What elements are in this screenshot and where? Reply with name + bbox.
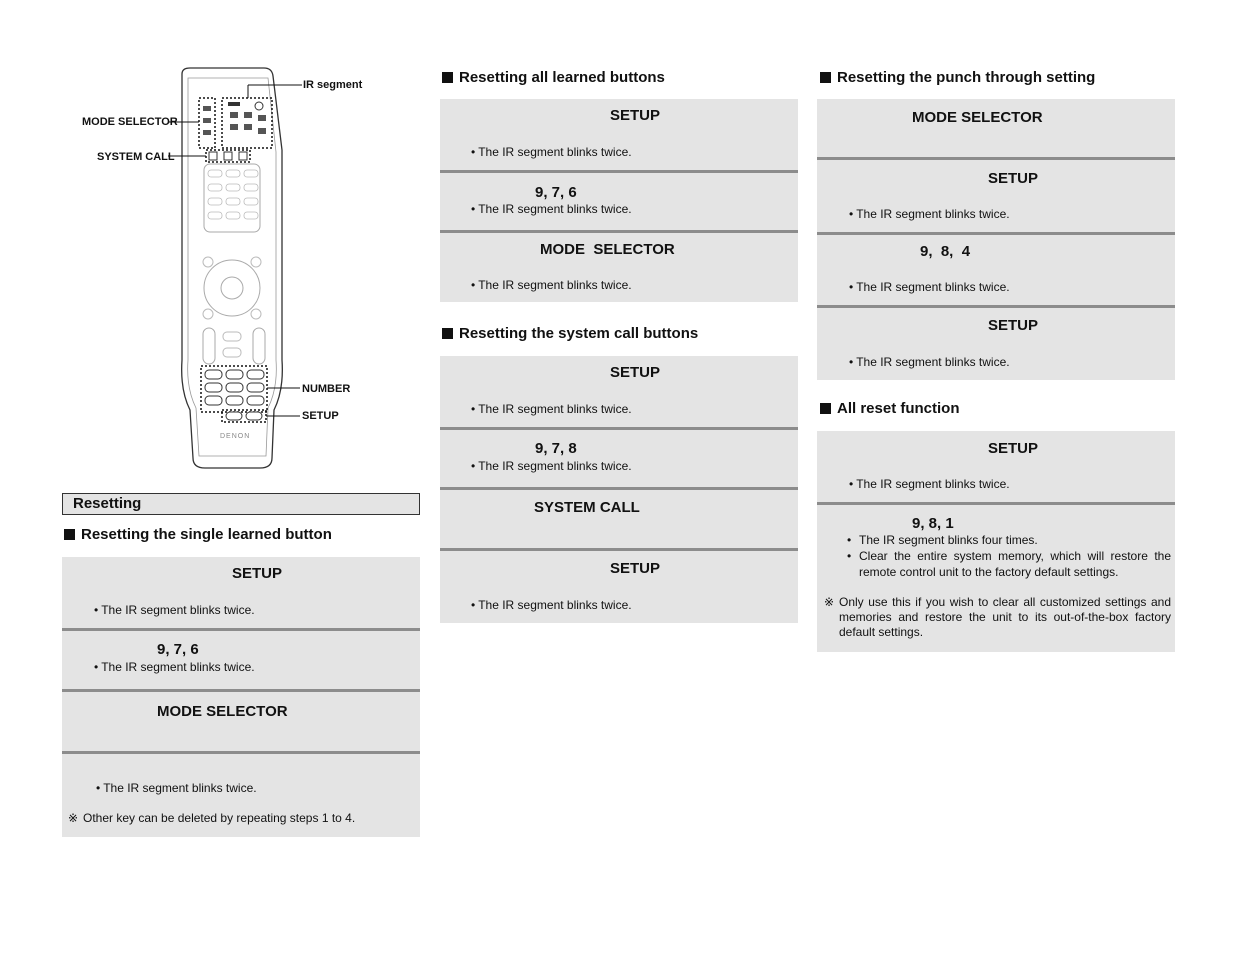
step-box <box>440 427 798 487</box>
step-note: • Clear the entire system memory, which will restore the remote control unit to the factory default settings. <box>847 549 1171 579</box>
step-note: • The IR segment blinks twice. <box>471 145 632 159</box>
section-title-text: All reset function <box>837 400 960 417</box>
step-label: SETUP <box>610 560 661 577</box>
step-note-text: Clear the entire system memory, which will restore the remote control unit to the factory default settings. <box>859 549 1171 579</box>
square-bullet-icon <box>64 529 75 540</box>
step-note: • The IR segment blinks twice. <box>849 355 1010 369</box>
step-note: • The IR segment blinks twice. <box>849 207 1010 221</box>
section-title-text: Resetting the system call buttons <box>459 325 699 342</box>
step-box <box>62 689 420 751</box>
step-label: MODE SELECTOR <box>157 703 288 720</box>
square-bullet-icon <box>820 403 831 414</box>
step-box <box>440 487 798 549</box>
step-box <box>817 232 1175 305</box>
section-title-system-call <box>442 325 698 342</box>
step-label: SETUP <box>988 170 1039 187</box>
step-box <box>440 170 798 230</box>
callout-system-call: SYSTEM CALL <box>97 151 175 163</box>
square-bullet-icon <box>442 72 453 83</box>
step-label: 9, 8, 4 <box>920 243 971 260</box>
step-note: • The IR segment blinks twice. <box>471 402 632 416</box>
step-note-list <box>847 532 1171 580</box>
square-bullet-icon <box>442 328 453 339</box>
step-label: 9, 7, 8 <box>535 440 577 457</box>
square-bullet-icon <box>820 72 831 83</box>
remark-text: Other key can be deleted by repeating steps 1 to 4. <box>83 811 356 825</box>
step-note: • The IR segment blinks twice. <box>471 459 632 473</box>
step-note: • The IR segment blinks twice. <box>471 598 632 612</box>
step-label: SYSTEM CALL <box>534 499 640 516</box>
remark <box>824 595 1171 640</box>
step-label: SETUP <box>610 107 661 124</box>
step-label: SETUP <box>988 440 1039 457</box>
section-title-all-learned <box>442 69 665 86</box>
step-note: • The IR segment blinks four times. <box>847 533 1038 547</box>
section-title-text: Resetting the single learned button <box>81 526 332 543</box>
callout-setup: SETUP <box>302 410 339 422</box>
section-title-text: Resetting the punch through setting <box>837 69 1096 86</box>
step-label: 9, 7, 6 <box>535 184 577 201</box>
brand-text: DENON <box>220 433 251 440</box>
callout-ir-segment: IR segment <box>303 79 363 91</box>
step-label: MODE SELECTOR <box>540 241 675 258</box>
step-note: • The IR segment blinks twice. <box>96 781 257 795</box>
step-label: SETUP <box>232 565 283 582</box>
callout-number: NUMBER <box>302 383 351 395</box>
step-note: • The IR segment blinks twice. <box>471 202 632 216</box>
remark <box>68 811 413 826</box>
step-label: MODE SELECTOR <box>912 109 1043 126</box>
step-box <box>817 99 1175 158</box>
step-label: 9, 7, 6 <box>157 641 199 658</box>
section-title-single <box>64 526 332 543</box>
step-note: • The IR segment blinks twice. <box>471 278 632 292</box>
step-note: • The IR segment blinks twice. <box>94 603 255 617</box>
remark-mark: ※ <box>68 811 79 825</box>
step-label: SETUP <box>610 364 661 381</box>
step-note: • The IR segment blinks twice. <box>94 660 255 674</box>
step-note: • The IR segment blinks twice. <box>849 280 1010 294</box>
step-note-text: The IR segment blinks four times. <box>859 533 1038 547</box>
section-title-punch-through <box>820 69 1095 86</box>
remark-mark: ※ <box>824 595 835 609</box>
step-label: 9, 8, 1 <box>912 515 954 532</box>
section-title-text: Resetting all learned buttons <box>459 69 665 86</box>
remark-text: Only use this if you wish to clear all customized settings and memories and restore the unit to its out-of-the-box factory default settings. <box>839 595 1171 639</box>
resetting-heading: Resetting <box>62 493 420 515</box>
step-box <box>62 628 420 689</box>
step-note: • The IR segment blinks twice. <box>849 477 1010 491</box>
callout-mode-selector: MODE SELECTOR <box>82 116 178 128</box>
step-label: SETUP <box>988 317 1039 334</box>
section-title-all-reset <box>820 400 960 417</box>
